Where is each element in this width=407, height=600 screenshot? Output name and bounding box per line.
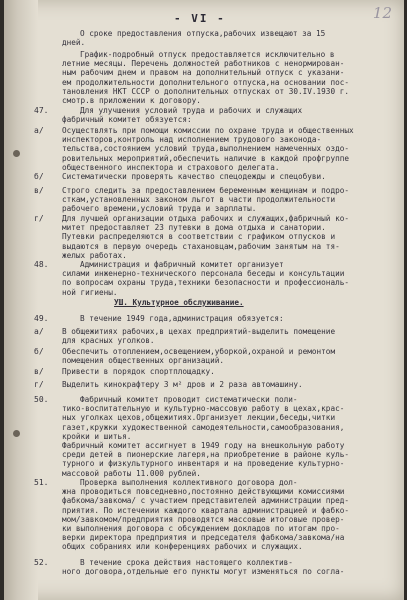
text-line: по вопросам охраны труда,техники безопасности и профессиональ- (62, 278, 349, 288)
clause-number: 48. (34, 260, 49, 269)
text-line: фабкома/завкома/ с участием представителей администрации пред- (62, 496, 349, 506)
text-line: сткам,установленных законом льгот в части продолжительности (62, 195, 336, 205)
text-line: ных уголках цехов,общежитиях.Организует лекции,беседы,читки (62, 413, 336, 423)
text-line: Проверка выполнения коллективного договора дол- (80, 478, 298, 487)
text-line: выдаются в первую очередь стахановцам,рабочим занятым на тя- (62, 241, 340, 251)
text-line: инспекторов,контроль над исполнением трудового законода- (62, 135, 322, 145)
text-line: газет,кружки художественной самодеятельности,самообразования, (62, 422, 345, 432)
clause-number: а/ (34, 126, 44, 135)
text-line: График-подробный отпуск предоставляется исключительно в (80, 50, 335, 59)
section-heading: УШ. Культурное обслуживание. (114, 298, 244, 307)
text-line: Осуществлять при помощи комиссии по охране труда и общественных (62, 126, 354, 135)
text-line: Фабричный комитет проводит систематически поли- (80, 395, 298, 404)
text-line: тановления НКТ СССР о дополнительных отпусках от 30.IV.1930 г. (62, 86, 349, 96)
binding-hole (13, 150, 20, 157)
pencil-mark: 12 (372, 4, 392, 22)
text-line: смотр.в приложении к договору. (62, 96, 201, 105)
clause-number: 47. (34, 106, 49, 115)
text-line: Привести в порядок спортплощадку. (62, 367, 215, 376)
clause-number: в/ (34, 186, 44, 195)
text-line: тико-воспитательную и культурно-массовую работу в цехах,крас- (62, 404, 345, 414)
text-line: помещения общественных организаций. (62, 356, 224, 366)
text-line: силами инженерно-технического персонала беседы и консультации (62, 269, 345, 279)
text-line: ки выполнения договора с обсуждением докладов по итогам про- (62, 524, 340, 533)
text-line: общественного инспектора и страхового делегата. (62, 162, 280, 172)
clause-number: г/ (34, 380, 44, 389)
text-line: Администрация и фабричный комитет организует (80, 260, 284, 269)
text-line: рабочего времени,условий труда и зарплаты. (62, 204, 257, 214)
text-line: общих собраниях или конференциях рабочих и служащих. (62, 542, 303, 552)
text-line: ровительных мероприятий,обеспечить наличие в каждой профгруппе (62, 153, 349, 163)
clause-number: 49. (34, 314, 49, 323)
text-line: для красных уголков. (62, 336, 155, 346)
text-line: ной гигиены. (62, 287, 118, 297)
text-line: Систематически проверять качество спецодежды и спецобуви. (62, 172, 326, 181)
text-line: О сроке предоставления отпуска,рабочих извещают за 15 (80, 29, 326, 38)
text-line: верки директора предприятия и председателя фабкома/завкома/на (62, 533, 345, 543)
clause-number: а/ (34, 327, 44, 336)
text-line: ным рабочим днем и правом на дополнительный отпуск с указани- (62, 68, 345, 78)
text-line: летние месяцы. Перечень должностей работников с ненормирован- (62, 59, 345, 69)
text-line: Строго следить за предоставлением беременным женщинам и подро- (62, 186, 349, 195)
text-line: Фабричный комитет ассигнует в 1949 году на внешкольную работу (62, 441, 345, 450)
text-line: приятия. По истечении каждого квартала администрацией и фабко- (62, 505, 349, 515)
text-line: тельства,состоянием условий труда,выполнением намеченных оздо- (62, 144, 349, 154)
page-number: - VI - (174, 12, 226, 25)
text-line: массовой работы 11.000 рублей. (62, 468, 201, 478)
text-line: желых работах. (62, 250, 127, 260)
binding-fold (4, 0, 38, 600)
text-line: дней. (62, 38, 86, 48)
text-line: Путевки распределяются в соответствии с графиком отпусков и (62, 232, 336, 242)
text-line: В течение 1949 года,администрация обязуется: (80, 314, 284, 323)
text-line: В общежитиях рабочих,в цехах предприятий-выделить помещение (62, 327, 336, 336)
text-line: среди детей в пионерские лагеря,на приобретение в районе куль- (62, 450, 349, 460)
text-line: Обеспечить отоплением,освещением,уборкой,охраной и ремонтом (62, 347, 336, 356)
text-line: митет предоставляет 23 путевки в дома отдыха и санатории. (62, 223, 326, 233)
binding-hole (13, 430, 20, 437)
clause-number: 52. (34, 558, 49, 567)
clause-number: б/ (34, 172, 44, 181)
clause-number: 50. (34, 395, 49, 404)
text-line: ного договора,отдельные его пункты могут изменяться по согла- (62, 567, 345, 577)
text-line: турного и физкультурного инвентаря и на проведение культурно- (62, 459, 345, 469)
text-line: мом/завкомом/предприятия проводятся массовые итоговые провер- (62, 514, 345, 524)
text-line: Для улучшения условий труда и рабочих и служащих (80, 106, 303, 115)
clause-number: в/ (34, 367, 44, 376)
text-line: Выделить кинокрафтеру 3 м² дров и 2 раза автомашину. (62, 380, 303, 389)
text-line: кройки и шитья. (62, 431, 132, 441)
document-page (4, 0, 404, 600)
text-line: Для лучшей организации отдыха рабочих и служащих,фабричный ко- (62, 214, 349, 223)
text-line: В течение срока действия настоящего коллектив- (80, 558, 293, 567)
text-line: жна проводиться повседневно,постоянно действующими комиссиями (62, 487, 345, 497)
clause-number: 51. (34, 478, 49, 487)
clause-number: б/ (34, 347, 44, 356)
text-line: ем продолжительности дополнительного отпуска,на основании пос- (62, 77, 349, 87)
clause-number: г/ (34, 214, 44, 223)
text-line: фабричный комитет обязуется: (62, 115, 192, 125)
